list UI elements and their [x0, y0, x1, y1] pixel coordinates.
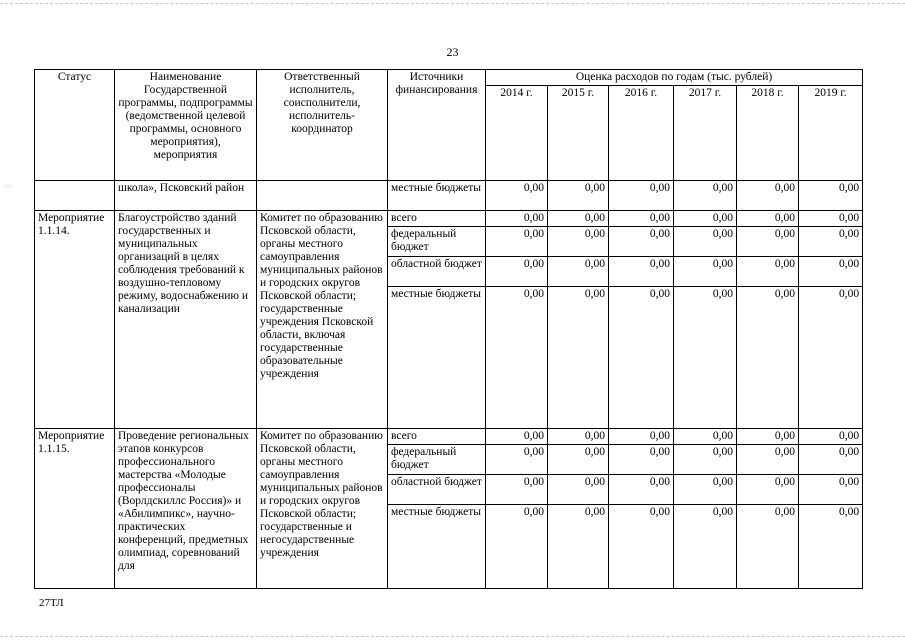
value-cell: 0,00	[737, 211, 799, 227]
value-cell: 0,00	[609, 475, 674, 505]
header-sources: Источники финансирования	[388, 70, 486, 181]
value-cell: 0,00	[799, 257, 863, 287]
scan-edge-top	[0, 3, 905, 4]
value-cell: 0,00	[486, 287, 548, 429]
header-executor: Ответственный исполнитель, соисполнители, исполнитель-координатор	[257, 70, 388, 181]
value-cell: 0,00	[548, 475, 609, 505]
scan-edge-bottom	[0, 636, 905, 637]
value-cell: 0,00	[609, 505, 674, 589]
year-2015: 2015 г.	[548, 86, 609, 181]
document-code: 27ТЛ	[39, 597, 64, 609]
value-cell: 0,00	[609, 181, 674, 211]
header-status: Статус	[35, 70, 115, 181]
value-cell: 0,00	[737, 429, 799, 445]
header-costs: Оценка расходов по годам (тыс. рублей)	[486, 70, 863, 86]
table-row	[35, 211, 863, 227]
event-status: Мероприятие 1.1.14.	[35, 211, 115, 429]
value-cell: 0,00	[674, 211, 737, 227]
value-cell: 0,00	[737, 227, 799, 257]
value-cell: 0,00	[799, 505, 863, 589]
source-cell: местные бюджеты	[388, 287, 486, 429]
value-cell: 0,00	[674, 429, 737, 445]
value-cell: 0,00	[609, 227, 674, 257]
value-cell: 0,00	[486, 429, 548, 445]
value-cell: 0,00	[737, 257, 799, 287]
value-cell: 0,00	[486, 445, 548, 475]
value-cell: 0,00	[486, 181, 548, 211]
value-cell: 0,00	[799, 287, 863, 429]
source-cell: областной бюджет	[388, 257, 486, 287]
value-cell: 0,00	[674, 227, 737, 257]
page-number: 23	[446, 45, 459, 59]
value-cell: 0,00	[609, 429, 674, 445]
value-cell: 0,00	[486, 257, 548, 287]
source-cell: федеральный бюджет	[388, 445, 486, 475]
value-cell: 0,00	[548, 227, 609, 257]
value-cell: 0,00	[486, 505, 548, 589]
value-cell: 0,00	[486, 475, 548, 505]
value-cell: 0,00	[674, 181, 737, 211]
source-cell: областной бюджет	[388, 475, 486, 505]
value-cell: 0,00	[548, 211, 609, 227]
value-cell: 0,00	[609, 445, 674, 475]
value-cell: 0,00	[548, 287, 609, 429]
source-cell: федеральный бюджет	[388, 227, 486, 257]
value-cell: 0,00	[674, 257, 737, 287]
value-cell: 0,00	[737, 445, 799, 475]
value-cell: 0,00	[548, 505, 609, 589]
value-cell: 0,00	[548, 257, 609, 287]
event-executor: Комитет по образованию Псковской области, органы местного самоуправления муниципальных районов и городских округов Псковской области; государственные и негосударственные учреждения	[257, 429, 388, 589]
value-cell: 0,00	[799, 445, 863, 475]
continuation-name: школа», Псковский район	[115, 181, 257, 211]
continuation-status	[35, 181, 115, 211]
value-cell: 0,00	[799, 227, 863, 257]
value-cell: 0,00	[799, 429, 863, 445]
value-cell: 0,00	[486, 211, 548, 227]
source-cell: всего	[388, 429, 486, 445]
year-2018: 2018 г.	[737, 86, 799, 181]
continuation-row	[35, 181, 863, 211]
year-2017: 2017 г.	[674, 86, 737, 181]
event-name: Благоустройство зданий государственных и муниципальных организаций в целях соблюдения требований к воздушно-тепловому режиму, водоснабжению и канализации	[115, 211, 257, 429]
value-cell: 0,00	[609, 257, 674, 287]
value-cell: 0,00	[737, 181, 799, 211]
value-cell: 0,00	[674, 505, 737, 589]
value-cell: 0,00	[799, 211, 863, 227]
source-cell: всего	[388, 211, 486, 227]
header-name: Наименование Государственной программы, подпрограммы (ведомственной целевой программы, основного мероприятия), мероприятия	[115, 70, 257, 181]
value-cell: 0,00	[799, 181, 863, 211]
value-cell: 0,00	[548, 445, 609, 475]
header-row	[35, 70, 863, 86]
value-cell: 0,00	[486, 227, 548, 257]
value-cell: 0,00	[548, 181, 609, 211]
year-2014: 2014 г.	[486, 86, 548, 181]
value-cell: 0,00	[737, 505, 799, 589]
event-name: Проведение региональных этапов конкурсов профессионального мастерства «Молодые профессионалы (Ворлдскиллс Россия)» и «Абилимпикс», научно-практических конференций, предметных олимпиад, соревнований для	[115, 429, 257, 589]
value-cell: 0,00	[548, 429, 609, 445]
value-cell: 0,00	[674, 445, 737, 475]
continuation-executor	[257, 181, 388, 211]
year-2016: 2016 г.	[609, 86, 674, 181]
scan-mark: ··	[5, 182, 11, 192]
event-status: Мероприятие 1.1.15.	[35, 429, 115, 589]
value-cell: 0,00	[737, 475, 799, 505]
value-cell: 0,00	[674, 475, 737, 505]
value-cell: 0,00	[609, 211, 674, 227]
budget-table	[34, 69, 863, 589]
value-cell: 0,00	[799, 475, 863, 505]
event-executor: Комитет по образованию Псковской области, органы местного самоуправления муниципальных районов и городских округов Псковской области; государственные учреждения Псковской области, включая государственные образовательные учреждения	[257, 211, 388, 429]
source-cell: местные бюджеты	[388, 505, 486, 589]
value-cell: 0,00	[674, 287, 737, 429]
table-row	[35, 429, 863, 445]
value-cell: 0,00	[737, 287, 799, 429]
year-2019: 2019 г.	[799, 86, 863, 181]
value-cell: 0,00	[609, 287, 674, 429]
continuation-source: местные бюджеты	[388, 181, 486, 211]
